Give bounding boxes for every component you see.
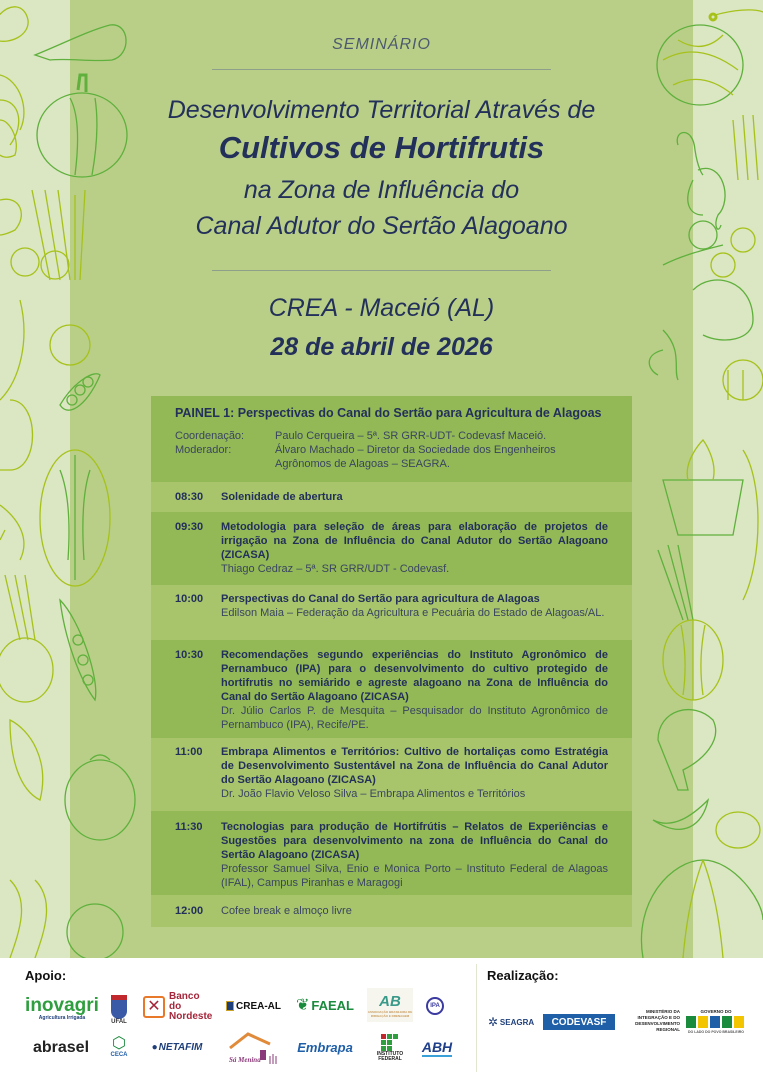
- row-speaker: Dr. João Flavio Veloso Silva – Embrapa Alimentos e Territórios: [221, 788, 526, 800]
- footer-separator: [476, 964, 477, 1072]
- row-topic: Perspectivas do Canal do Sertão para agricultura de Alagoas: [221, 593, 540, 605]
- logo-ministerio: MINISTÉRIO DA INTEGRAÇÃO E DO DESENVOLVIMENTO REGIONAL: [635, 1009, 680, 1032]
- moderator-label: Moderador:: [175, 444, 232, 456]
- row-time: 11:30: [175, 821, 203, 833]
- logo-instituto-federal: INSTITUTO FEDERAL: [370, 1028, 410, 1068]
- event-date: 28 de abril de 2026: [270, 333, 493, 361]
- row-topic: Tecnologias para produção de Hortifrútis – Relatos de Experiências e Sugestões para desenvolvimento na zona de Influência do Canal do Sertão Alagoano (ZICASA): [221, 821, 608, 861]
- logo-seagra: ✲ SEAGRA: [487, 1015, 535, 1029]
- bnb-x-icon: ✕: [143, 996, 165, 1018]
- logo-governo-do-brasil: GOVERNO DO DO LADO DO POVO BRASILEIRO: [687, 1008, 744, 1034]
- event-type-label: SEMINÁRIO: [332, 36, 431, 53]
- ceca-hexagon-icon: ⬡: [112, 1035, 126, 1052]
- row-time: 11:00: [175, 746, 203, 758]
- organizer-label: Realização:: [487, 968, 559, 983]
- logo-codevasf: CODEVASF: [543, 1014, 615, 1030]
- row-topic: Embrapa Alimentos e Territórios: Cultivo de hortaliças como Estratégia de Desenvolvimento Sustentável na Zona de Influência do Canal Adutor do Sertão Alagoano (ZICASA): [221, 746, 608, 786]
- coordination-label: Coordenação:: [175, 430, 245, 442]
- panel-meta: [175, 429, 608, 471]
- schedule-row: [151, 585, 632, 640]
- if-grid-icon: [381, 1034, 399, 1052]
- event-venue: CREA - Maceió (AL): [268, 294, 495, 322]
- logo-embrapa: Embrapa: [297, 1039, 353, 1055]
- faeal-leaf-icon: ❦: [295, 997, 310, 1014]
- row-time: 10:00: [175, 593, 204, 605]
- row-speaker: Dr. Júlio Carlos P. de Mesquita – Pesquisador do Instituto Agronômico de Pernambuco (IPA), Recife/PE.: [221, 705, 608, 731]
- logo-banco-do-nordeste: ✕ Banco do Nordeste: [143, 992, 211, 1022]
- logo-abid: AB ASSOCIAÇÃO BRASILEIRA DE IRRIGAÇÃO E DRENAGEM: [367, 988, 413, 1022]
- row-time: 08:30: [175, 491, 204, 503]
- logo-abh: ABH: [421, 1039, 453, 1055]
- bottom-divider: [212, 270, 551, 271]
- logo-crea-al: CREA-AL: [226, 998, 281, 1014]
- logo-ipa: IPA: [424, 993, 446, 1019]
- logo-inovagri: inovagri Agricultura Irrigada: [25, 995, 99, 1021]
- seagra-star-icon: ✲: [487, 1015, 498, 1029]
- brasil-wordmark-icon: [686, 1014, 746, 1030]
- row-speaker: Edilson Maia – Federação da Agricultura e Pecuária do Estado de Alagoas/AL.: [221, 607, 605, 619]
- schedule-row: [151, 640, 632, 738]
- house-icon: [226, 1030, 278, 1066]
- schedule-row: [151, 512, 632, 585]
- row-topic: Cofee break e almoço livre: [221, 905, 352, 917]
- panel-title: PAINEL 1: Perspectivas do Canal do Sertão para Agricultura de Alagoas: [175, 406, 602, 420]
- logo-abrasel: abrasel: [32, 1039, 90, 1056]
- schedule-row: [151, 895, 632, 927]
- logo-ceca: ⬡ CECA: [110, 1035, 128, 1058]
- schedule-row: [151, 738, 632, 811]
- moderator-value: Álvaro Machado – Diretor da Sociedade dos Engenheiros Agrônomos de Alagoas – SEAGRA.: [275, 444, 556, 470]
- logo-netafim: ● NETAFIM: [151, 1041, 203, 1053]
- schedule-table: [151, 396, 632, 927]
- coordination-value: Paulo Cerqueira – 5ª. SR GRR-UDT- Codevasf Maceió.: [275, 430, 547, 442]
- row-time: 09:30: [175, 521, 204, 533]
- row-topic: Solenidade de abertura: [221, 491, 343, 503]
- schedule-row: [151, 482, 632, 512]
- title-line-1: Desenvolvimento Territorial Através de: [167, 96, 596, 124]
- row-speaker: Professor Samuel Silva, Enio e Monica Porto – Instituto Federal de Alagoas (IFAL), Campus Piranhas e Maragogi: [221, 863, 608, 889]
- row-topic: Recomendações segundo experiências do Instituto Agronômico de Pernambuco (IPA) para o desenvolvimento do cultivo protegido de hortifrutis no semiárido e agreste alagoano na Zona de Influência do Canal do Sertão Alagoano (ZICASA): [221, 649, 608, 703]
- top-divider: [212, 69, 551, 70]
- row-time: 10:30: [175, 649, 204, 661]
- panel-header: [151, 396, 632, 482]
- row-speaker: Thiago Cedraz – 5ª. SR GRR/UDT - Codevasf.: [221, 563, 450, 575]
- title-main: Cultivos de Hortifrutis: [218, 130, 545, 165]
- logo-sa-menina: [226, 1030, 278, 1066]
- logo-faeal: ❦ FAEAL: [295, 997, 355, 1014]
- row-time: 12:00: [175, 905, 204, 917]
- row-topic: Metodologia para seleção de áreas para elaboração de projetos de irrigação na Zona de Influência do Canal Adutor do Sertão Alagoano (ZICASA): [221, 521, 608, 561]
- water-drop-icon: ●: [151, 1041, 158, 1053]
- logo-ufal: UFAL: [108, 992, 130, 1028]
- svg-text:Sá Menina: Sá Menina: [229, 1056, 261, 1064]
- schedule-row: [151, 811, 632, 895]
- support-label: Apoio:: [25, 968, 67, 983]
- crea-emblem-icon: [226, 1001, 234, 1011]
- title-line-3: na Zona de Influência do: [243, 176, 520, 204]
- title-line-4: Canal Adutor do Sertão Alagoano: [195, 212, 568, 240]
- sponsors-footer: [0, 958, 763, 1080]
- ufal-shield-icon: [111, 995, 127, 1019]
